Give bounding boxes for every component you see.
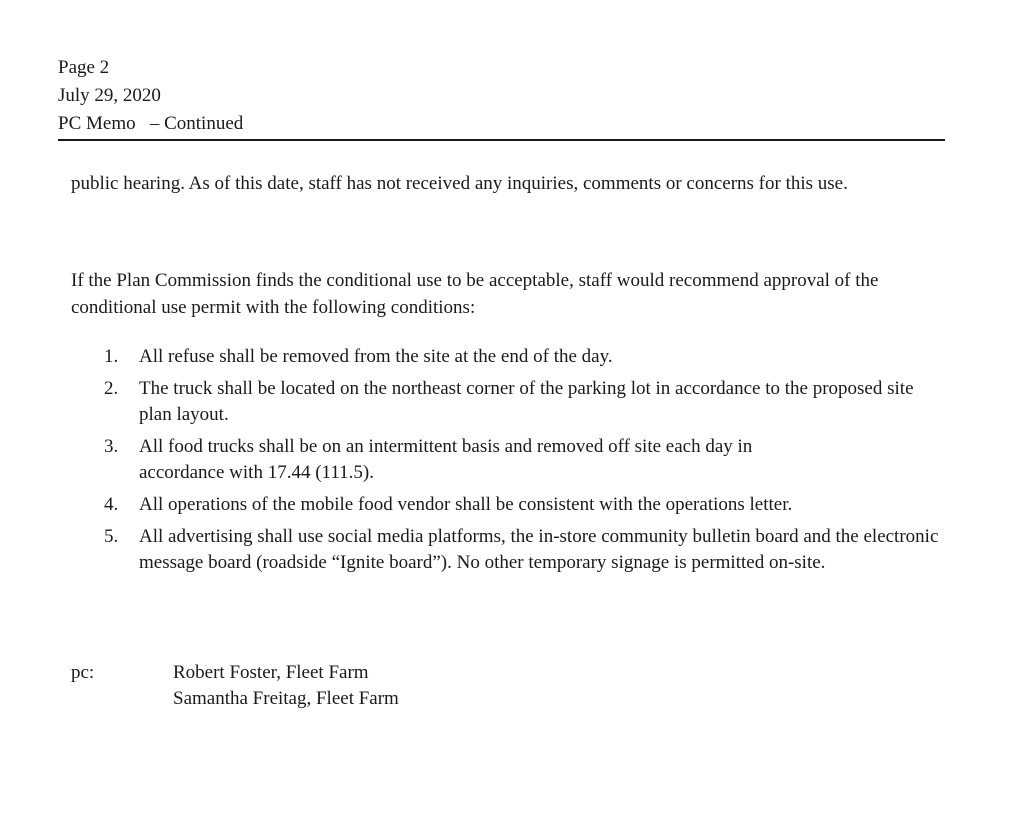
list-number: 5. [104,526,119,547]
page-header [58,54,243,138]
list-number: 2. [104,378,119,399]
page-number: Page 2 [58,57,110,78]
list-text: All operations of the mobile food vendor shall be consistent with the operations letter. [139,494,793,515]
recipient-list [173,660,399,712]
list-item [104,434,944,486]
list-number: 1. [104,346,119,367]
paragraph-public-hearing: public hearing. As of this date, staff has not received any inquiries, comments or concerns for this use. [71,173,848,194]
recipient-name: Robert Foster, Fleet Farm [173,662,369,683]
conditions-list [104,344,944,582]
header-divider [58,139,945,141]
list-text: The truck shall be located on the northeast corner of the parking lot in accordance to the proposed site plan layout. [139,378,914,425]
list-item [104,524,944,576]
list-item [104,376,944,428]
copy-recipients [71,660,399,712]
list-number: 4. [104,494,119,515]
list-text: All food trucks shall be on an intermittent basis and removed off site each day in accordance with 17.44 (111.5). [139,436,753,483]
list-text: All refuse shall be removed from the site at the end of the day. [139,346,613,367]
pc-label: pc: [71,662,95,683]
list-item [104,344,944,370]
paragraph-recommendation: If the Plan Commission finds the conditional use to be acceptable, staff would recommend approval of the conditional use permit with the following conditions: [71,270,879,318]
recipient-name: Samantha Freitag, Fleet Farm [173,688,399,709]
memo-title: PC Memo – Continued [58,113,244,134]
list-text: All advertising shall use social media platforms, the in-store community bulletin board and the electronic message board (roadside “Ignite board”). No other temporary signage is permitted on-site. [139,526,939,573]
memo-date: July 29, 2020 [58,85,161,106]
list-item [104,492,944,518]
list-number: 3. [104,436,119,457]
